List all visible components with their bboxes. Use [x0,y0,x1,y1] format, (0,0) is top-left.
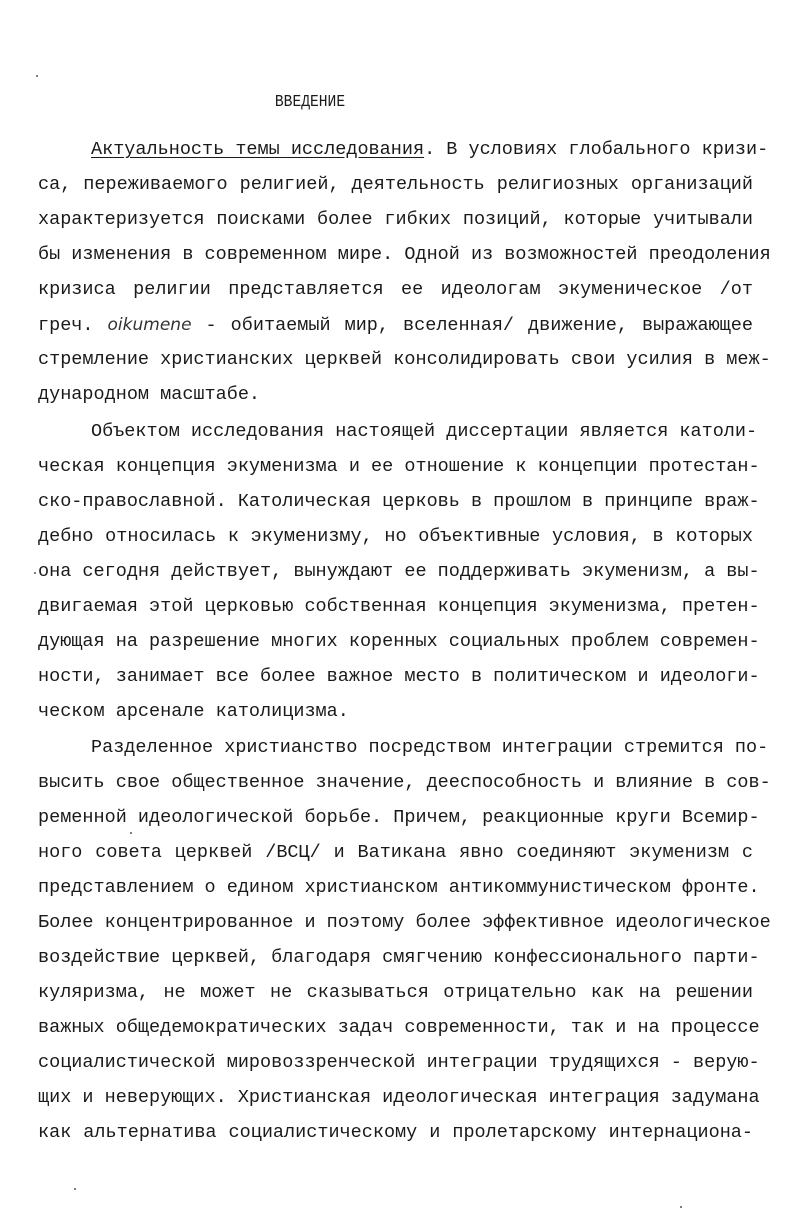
paragraph-1-line-4: бы изменения в современном мире. Одной из возможностей преодоления [38,244,771,265]
scan-speck [74,1188,76,1190]
scan-speck [680,1206,682,1208]
paragraph-2-line-4: дебно относилась к экуменизму, но объективные условия, в которых [38,526,753,547]
paragraph-2-line-8: ности, занимает все более важное место в политическом и идеологи- [38,666,760,687]
paragraph-1-line-2: са, переживаемого религией, деятельность религиозных организаций [38,174,753,195]
paragraph-3-line-5: представлением о едином христианском антикоммунистическом фронте. [38,877,760,898]
paragraph-3-line-2: высить свое общественное значение, дееспособность и влияние в сов- [38,772,771,793]
paragraph-1-lead-tail: . В условиях глобального кризи- [424,139,769,160]
paragraph-1-line-6 [38,308,753,342]
paragraph-1-line-5: кризиса религии представляется ее идеологам экуменическое /от [38,279,753,300]
paragraph-3-line-7: воздействие церквей, благодаря смягчению конфессионального парти- [38,947,760,968]
paragraph-3-line-12: как альтернатива социалистическому и пролетарскому интернациона- [38,1122,753,1143]
paragraph-3-line-3: ременной идеологической борьбе. Причем, реакционные круги Всемир- [38,807,760,828]
paragraph-3-line-1: Разделенное христианство посредством интеграции стремится по- [91,737,769,758]
paragraph-3-line-9: важных общедемократических задач современности, так и на процессе [38,1017,760,1038]
greek-word: oikumene [107,315,192,335]
paragraph-2-line-2: ческая концепция экуменизма и ее отношение к концепции протестан- [38,456,760,477]
topic-relevance-label: Актуальность темы исследования [91,139,425,160]
paragraph-2-line-7: дующая на разрешение многих коренных социальных проблем современ- [38,631,760,652]
paragraph-1-line-7: стремление христианских церквей консолидировать свои усилия в меж- [38,349,771,370]
paragraph-3-line-4: ного совета церквей /ВСЦ/ и Ватикана явно соединяют экуменизм с [38,842,753,863]
scan-speck [36,75,38,77]
paragraph-1-line-8: дународном масштабе. [38,384,261,405]
paragraph-2-line-3: ско-православной. Католическая церковь в прошлом в принципе враж- [38,491,760,512]
paragraph-1-line-3: характеризуется поисками более гибких позиций, которые учитывали [38,209,753,230]
page-title: ВВЕДЕНИЕ [274,93,346,112]
paragraph-2-line-9: ческом арсенале католицизма. [38,701,349,722]
paragraph-2-line-5: она сегодня действует, вынуждают ее поддерживать экуменизм, а вы- [38,561,760,582]
paragraph-3-line-10: социалистической мировоззренческой интеграции трудящихся - верую- [38,1052,760,1073]
paragraph-1-line-1 [91,133,769,167]
scan-speck [130,832,132,834]
paragraph-2-line-6: двигаемая этой церковью собственная концепция экуменизма, претен- [38,596,760,617]
paragraph-3-line-11: щих и неверующих. Христианская идеологическая интеграция задумана [38,1087,760,1108]
greek-tail: - обитаемый мир, вселенная/ движение, выражающее [205,315,753,336]
paragraph-2-line-1: Объектом исследования настоящей диссертации является католи- [91,421,758,442]
greek-prefix: греч. [38,315,94,336]
scan-speck [34,572,36,574]
paragraph-3-line-6: Более концентрированное и поэтому более эффективное идеологическое [38,912,771,933]
paragraph-3-line-8: куляризма, не может не сказываться отрицательно как на решении [38,982,753,1003]
